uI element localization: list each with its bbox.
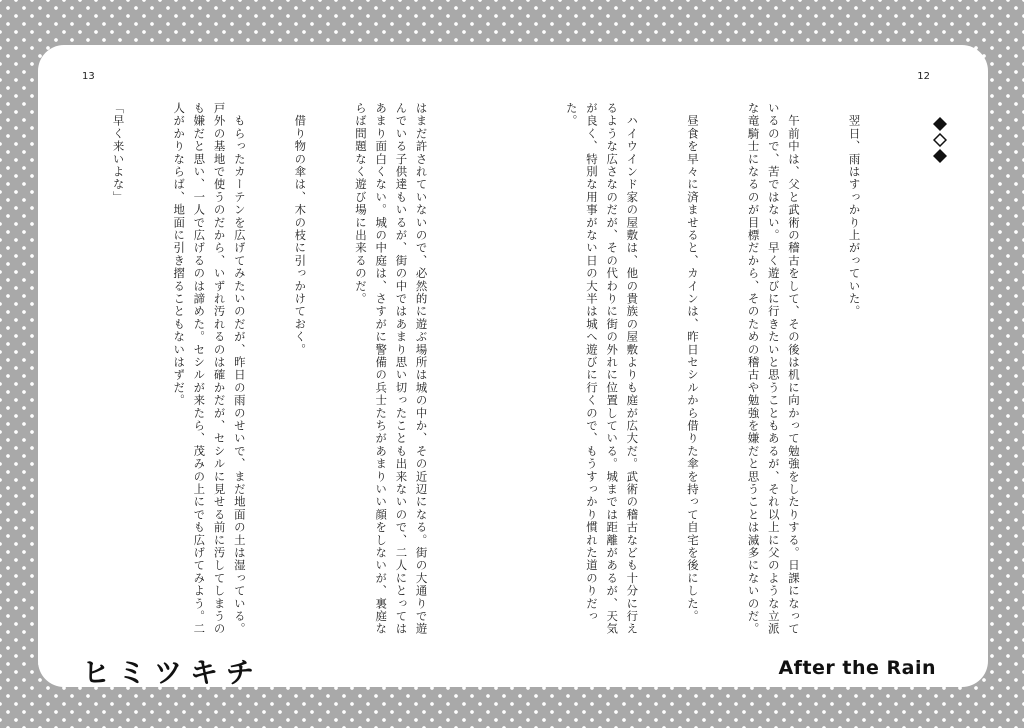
paragraph: 翌日、雨はすっかり上がっていた。 (847, 102, 862, 318)
paragraph: 午前中は、父と武術の稽古をして、その後は机に向かって勉強をしたりする。日課になっているので、苦ではない。早く遊びに行きたいと思うこともあるが、それ以上に父のような立派な竜騎士になるのが目標だから、そのための稽古や勉強を嫌だと思うことは滅多にないのだ。 (746, 102, 801, 636)
book-title-english: After the Rain (778, 657, 936, 679)
section-ornament (933, 117, 949, 165)
paragraph: もらったカーテンを広げてみたいのだが、昨日の雨のせいで、まだ地面の土は湿っている。戸外の基地で使うのだから、いずれ汚れるのは確かだが、セシルに見せる前に汚してしまうのも嫌だと思い、一人で広げるのは諦めた。セシルが来たら、茂みの上にでも広げてみよう。二人がかりならば、地面に引き摺ることもないはずだ。 (172, 102, 247, 636)
right-page-text (561, 102, 905, 642)
diamond-filled-icon (933, 149, 947, 163)
left-page-text (82, 102, 472, 642)
paragraph: はまだ許されていないので、必然的に遊ぶ場所は城の中か、その近辺になる。街の大通りで遊んでいる子供達もいるが、街の中ではあまり思い切ったことも出来ないので、二人にとってはあまり面白くない。城の中庭は、さすがに警備の兵士たちがあまりいい顔をしないが、裏庭ならば問題なく遊び場に出来るのだ。 (353, 102, 429, 636)
book-title-japanese: ヒミツキチ (82, 656, 263, 687)
paragraph: 昼食を早々に済ませると、カインは、昨日セシルから借りた傘を持って自宅を後にした。 (685, 102, 700, 623)
book-spread (38, 45, 988, 687)
paragraph: 借り物の傘は、木の枝に引っかけておく。 (293, 102, 308, 356)
paragraph: ハイウインド家の屋敷は、他の貴族の屋敷よりも庭が広大だ。武術の稽古なども十分に行えるような広さなのだが、その代わりに街の外れに位置している。城までは距離があるが、天気が良く、特別な用事がない日の大半は城へ遊びに行くので、もうすっかり慣れた道のりだった。 (564, 102, 640, 636)
diamond-outline-icon (933, 133, 947, 147)
page-number-left: 13 (82, 71, 95, 82)
diamond-filled-icon (933, 117, 947, 131)
paragraph: 「早く来いよな」 (111, 102, 126, 204)
page-number-right: 12 (917, 71, 930, 82)
